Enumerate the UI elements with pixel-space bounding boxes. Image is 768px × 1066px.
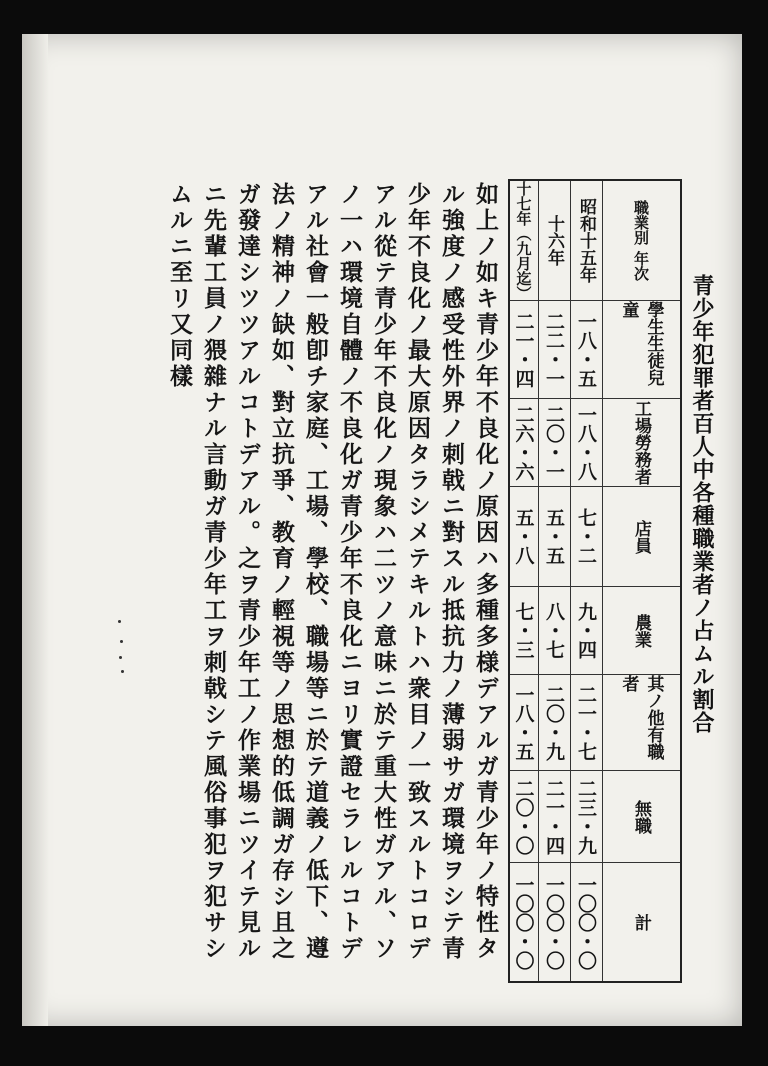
year-header: 十七年（九月迄） xyxy=(510,181,538,301)
margin-dot xyxy=(119,656,122,659)
header-occupation-label: 職業別 xyxy=(632,200,650,245)
margin-dot xyxy=(118,620,121,623)
occupation-label: 農業 xyxy=(602,587,680,675)
table-cell: 二一・四 xyxy=(510,301,538,399)
table-cell: 二三・九 xyxy=(570,771,602,863)
document-page xyxy=(22,34,742,1026)
table-cell: 七・三 xyxy=(510,587,538,675)
table-cell: 一八・五 xyxy=(570,301,602,399)
year-header: 十六年 xyxy=(538,181,570,301)
table-cell: 二〇・一 xyxy=(538,399,570,487)
table-cell: 一〇〇・〇 xyxy=(512,874,535,970)
occupation-label: 無職 xyxy=(602,771,680,863)
occupation-label: 計 xyxy=(602,863,680,981)
occupation-label: 其ノ他有職者 xyxy=(602,675,680,771)
table-cell: 七・二 xyxy=(570,487,602,587)
body-text xyxy=(166,182,502,982)
year-header: 昭和十五年 xyxy=(570,181,602,301)
table-cell: 八・七 xyxy=(538,587,570,675)
occupation-label: 店員 xyxy=(602,487,680,587)
table-cell: 一〇〇・〇 xyxy=(538,863,570,981)
table-cell: 一〇〇・〇 xyxy=(570,863,602,981)
margin-marks xyxy=(118,620,128,680)
table-cell: 五・八 xyxy=(510,487,538,587)
table-cell: 二二・一 xyxy=(538,301,570,399)
occupation-label: 工場勞務者 xyxy=(602,399,680,487)
table-cell: 二〇・九 xyxy=(538,675,570,771)
table-cell: 一八・五 xyxy=(510,675,538,771)
statistics-table xyxy=(508,179,682,983)
page-edge-shadow xyxy=(22,34,48,1026)
table-cell: 一八・八 xyxy=(570,399,602,487)
occupation-label: 學生生徒兒童 xyxy=(602,301,680,399)
table-cell: 二一・七 xyxy=(570,675,602,771)
table-cell: 五・五 xyxy=(538,487,570,587)
table-cell: 二一・四 xyxy=(538,771,570,863)
header-year-label: 年次 xyxy=(632,251,650,281)
margin-dot xyxy=(120,640,123,643)
margin-dot xyxy=(121,670,124,673)
table-cell: 二六・六 xyxy=(510,399,538,487)
table-cell: 九・四 xyxy=(570,587,602,675)
document-title: 青少年犯罪者百人中各種職業者ノ占ムル割合 xyxy=(689,274,715,734)
paragraph: 如上ノ如キ青少年不良化ノ原因ハ多種多様デアルガ青少年ノ特性タル強度ノ感受性外界ノ刺戟ニ對スル抵抗力ノ薄弱サガ環境ヲシテ青少年不良化ノ最大原因タラシメテキルトハ衆目ノ一致スルトコロデアル從テ青少年不良化ノ現象ハ二ツノ意味ニ於テ重大性ガアル、ソノ一ハ環境自體ノ不良化ガ青少年不良化ニヨリ實證セラレルコトデアル社會一般卽チ家庭、工場、學校、職場等ニ於テ道義ノ低下、遵法ノ精神ノ缺如、對立抗爭、教育ノ輕視等ノ思想的低調ガ存シ且之ガ發達シツツアルコトデアル。之ヲ青少年工ノ作業場ニツイテ見ルニ先輩工員ノ猥雜ナル言動ガ青少年工ヲ刺戟シテ風俗事犯ヲ犯サシムルニ至リ又同樣 xyxy=(166,182,499,962)
table-cell: 二〇・〇 xyxy=(510,771,538,863)
header-corner xyxy=(602,181,680,301)
